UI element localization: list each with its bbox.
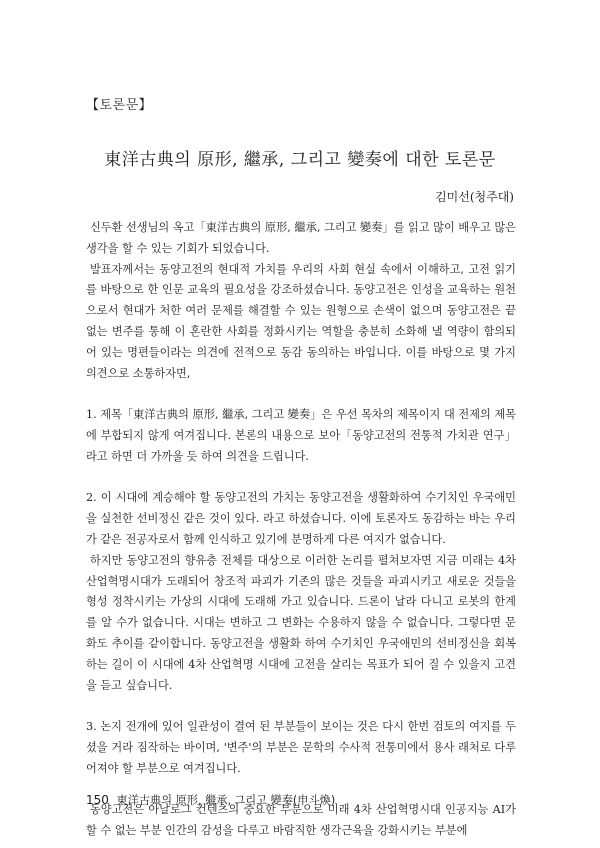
page-footer xyxy=(86,792,335,808)
paragraph-summary: 발표자께서는 동양고전의 현대적 가치를 우리의 사회 현실 속에서 이해하고, 고전 읽기를 바탕으로 한 인문 교육의 필요성을 강조하셨습니다. 동양고전은 인성을 교육하는 원천으로서 현대가 처한 여러 문제를 해결할 수 있는 원형으로 손색이 없으며 동양고전은 끝없는 변주를 통해 이 혼란한 사회를 정화시키는 역할을 충분히 소화해 낼 역량이 함의되어 있는 명편들이라는 의견에 전적으로 동감 동의하는 바입니다. 이를 바탕으로 몇 가지 의견으로 소통하자면, xyxy=(86,262,516,380)
page-number: 150 xyxy=(86,793,109,807)
document-title: 東洋古典의 原形, 繼承, 그리고 變奏에 대한 토론문 xyxy=(104,150,496,170)
paragraph-point-2: 2. 이 시대에 계승해야 할 동양고전의 가치는 동양고전을 생활화하여 수기치인 우국애민을 실천한 선비정신 같은 것이 있다. 라고 하셨습니다. 이에 토론자도 동감하는 바는 우리가 같은 전공자로서 함께 인식하고 있기에 분명하게 다른 여지가 없습니다. xyxy=(86,491,516,546)
paragraph-point-1: 1. 제목「東洋古典의 原形, 繼承, 그리고 變奏」은 우선 목차의 제목이지 대 전제의 제목에 부합되지 않게 여겨집니다. 본론의 내용으로 보아「동양고전의 전통적 가치관 연구」라고 하면 더 가까울 듯 하여 의견을 드립니다. xyxy=(86,408,516,463)
section-tag: 【토론문】 xyxy=(86,98,153,113)
body-text xyxy=(86,218,516,842)
paragraph-intro: 신두환 선생님의 옥고「東洋古典의 原形, 繼承, 그리고 變奏」를 읽고 많이 배우고 많은 생각을 할 수 있는 기회가 되었습니다. xyxy=(86,221,516,255)
paragraph-point-3: 3. 논지 전개에 있어 일관성이 결여 된 부분들이 보이는 것은 다시 한번 검토의 여지를 두셨을 거라 짐작하는 바이며, '변주'의 부분은 문학의 수사적 전통미에서 용사 래처로 다루어져야 할 부분으로 여겨집니다. xyxy=(86,720,516,775)
author-line: 김미선(청주대) xyxy=(435,190,514,204)
paragraph-closing: 동양고전은 아날로그 컨텐츠의 중요한 부분으로 미래 4차 산업혁명시대 인공지능 AI가 할 수 없는 부분 인간의 감성을 다루고 바람직한 생각근육을 강화시키는 부분에 xyxy=(86,803,516,838)
journal-running-title: 東洋古典의 原形, 繼承, 그리고 變奏(申斗煥) xyxy=(116,794,336,807)
paragraph-point-2-continued: 하지만 동양고전의 향유층 전체를 대상으로 이러한 논리를 펼쳐보자면 지금 미래는 4차 산업혁명시대가 도래되어 창조적 파괴가 기존의 많은 것들을 파괴시키고 새로운 것들을 형성 정착시키는 가상의 시대에 도래해 가고 있습니다. 드론이 날라 다니고 로봇의 한계를 알 수가 없습니다. 시대는 변하고 그 변화는 수용하지 않을 수 없습니다. 그렇다면 문화도 추이를 같이합니다. 동양고전을 생활화 하여 수기치인 우국애민의 선비정신을 회복하는 길이 이 시대에 4차 산업혁명 시대에 고전을 살리는 목표가 되어 질 수 있을지 고견을 듣고 싶습니다. xyxy=(86,553,516,692)
